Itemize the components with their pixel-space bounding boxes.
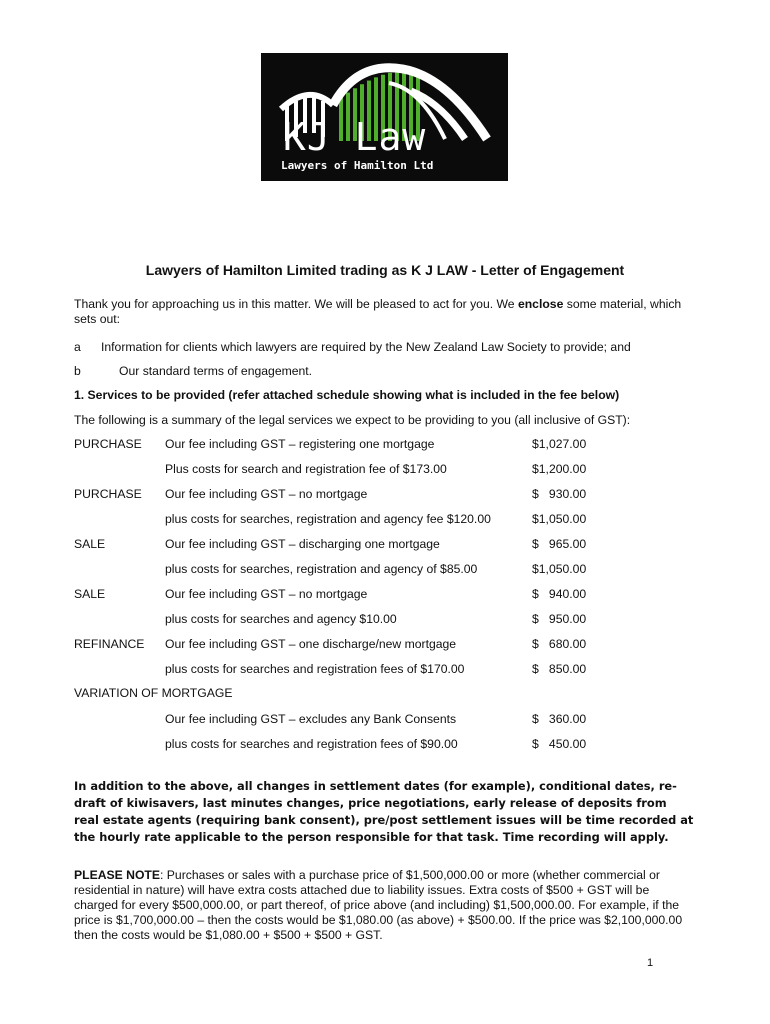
fee-amount: $ 450.00 <box>532 737 587 751</box>
fee-type: PURCHASE <box>74 487 142 501</box>
fee-description: plus costs for searches, registration and agency fee $120.00 <box>165 512 491 526</box>
fee-row <box>0 737 770 755</box>
fee-row <box>0 437 770 455</box>
fee-type: VARIATION OF MORTGAGE <box>74 686 233 700</box>
page-number: 1 <box>647 957 654 969</box>
fee-description: Our fee including GST – excludes any Bank Consents <box>165 712 457 726</box>
section-heading: 1. Services to be provided (refer attached schedule showing what is included in the fee below) <box>74 388 620 402</box>
document-title: Lawyers of Hamilton Limited trading as K J LAW - Letter of Engagement <box>145 262 625 278</box>
fee-amount: $ 930.00 <box>532 487 587 501</box>
fee-description: plus costs for searches, registration and agency of $85.00 <box>165 562 478 576</box>
fee-row <box>0 487 770 505</box>
fee-row <box>0 612 770 630</box>
fee-amount: $1,200.00 <box>532 462 587 476</box>
fee-row <box>0 686 770 704</box>
list-letter-b: b <box>74 364 81 378</box>
fee-row <box>0 562 770 580</box>
fee-description: plus costs for searches and agency $10.00 <box>165 612 397 626</box>
fee-row <box>0 462 770 480</box>
fee-amount: $ 965.00 <box>532 537 587 551</box>
fee-row <box>0 537 770 555</box>
kj-law-logo <box>261 53 508 181</box>
intro-text-end: some material, which sets out: <box>74 297 682 326</box>
fee-amount: $ 940.00 <box>532 587 587 601</box>
fee-description: plus costs for searches and registration fees of $170.00 <box>165 662 465 676</box>
fee-description: Our fee including GST – discharging one mortgage <box>165 537 440 551</box>
list-letter-a: a <box>74 340 81 354</box>
intro-paragraph <box>74 297 694 327</box>
fee-row <box>0 662 770 680</box>
list-item-a: Information for clients which lawyers are required by the New Zealand Law Society to provide; and <box>101 340 631 354</box>
fee-amount: $1,050.00 <box>532 512 587 526</box>
intro-text-bold: enclose <box>517 297 564 311</box>
fee-amount: $ 680.00 <box>532 637 587 651</box>
logo-subtitle: Lawyers of Hamilton Ltd <box>281 159 434 172</box>
fee-row <box>0 587 770 605</box>
fee-amount: $ 850.00 <box>532 662 587 676</box>
fee-description: Our fee including GST – no mortgage <box>165 487 368 501</box>
fee-description: Our fee including GST – one discharge/new mortgage <box>165 637 457 651</box>
fee-amount: $1,027.00 <box>532 437 587 451</box>
fee-description: Our fee including GST – no mortgage <box>165 587 368 601</box>
fee-description: Plus costs for search and registration fee of $173.00 <box>165 462 447 476</box>
fee-description: Our fee including GST – registering one mortgage <box>165 437 435 451</box>
logo-title: KJ Law <box>283 115 427 159</box>
note-text: : Purchases or sales with a purchase price of $1,500,000.00 or more (whether commercial or residential in nature) will have extra costs attached due to liability issues. Extra costs of $500 + GST will be charged for every $500,000.00, or part thereof, of price above (and including) $1,500,000.00. For example, if the price is $1,700,000.00 – then the costs would be $1,080.00 (as above) + $500.00. If the price was $2,100,000.00 then the costs would be $1,080.00 + $500 + $500 + GST. <box>74 868 683 942</box>
fee-type: REFINANCE <box>74 637 145 651</box>
fee-type: SALE <box>74 537 106 551</box>
fee-type: PURCHASE <box>74 437 142 451</box>
fee-row <box>0 712 770 730</box>
hourly-rate-paragraph: In addition to the above, all changes in settlement dates (for example), conditional dates, re-draft of kiwisavers, last minutes changes, price negotiations, early release of deposits from real estate agents (requiring bank consent), pre/post settlement issues will be time recorded at the hourly rate applicable to the person responsible for that task. Time recording will apply. <box>74 779 694 844</box>
intro-text-start: Thank you for approaching us in this matter. We will be pleased to act for you. We <box>74 297 518 311</box>
fee-row <box>0 637 770 655</box>
list-item-b: Our standard terms of engagement. <box>119 364 313 378</box>
please-note-paragraph <box>74 868 694 943</box>
fee-description: plus costs for searches and registration fees of $90.00 <box>165 737 458 751</box>
fee-amount: $ 360.00 <box>532 712 587 726</box>
summary-text: The following is a summary of the legal services we expect to be providing to you (all inclusive of GST): <box>74 413 631 427</box>
fee-amount: $1,050.00 <box>532 562 587 576</box>
note-label: PLEASE NOTE <box>74 868 161 882</box>
fee-amount: $ 950.00 <box>532 612 587 626</box>
fee-row <box>0 512 770 530</box>
fee-type: SALE <box>74 587 106 601</box>
